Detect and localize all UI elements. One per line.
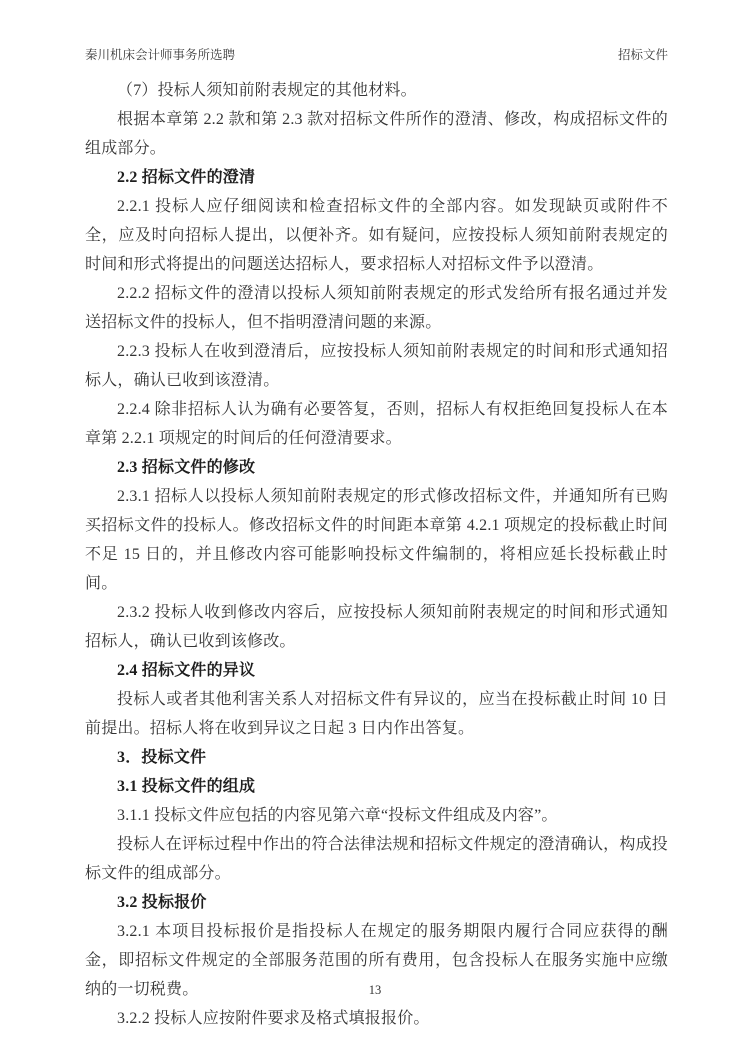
paragraph: 2.2.3 投标人在收到澄清后，应按投标人须知前附表规定的时间和形式通知招标人，确认已收到该澄清。 (85, 343, 668, 389)
paragraph: 投标人在评标过程中作出的符合法律法规和招标文件规定的澄清确认，构成投标文件的组成部分。 (85, 836, 668, 882)
header-right-title: 招标文件 (617, 48, 668, 62)
paragraph: 2.3.1 招标人以投标人须知前附表规定的形式修改招标文件，并通知所有已购买招标文件的投标人。修改招标文件的时间距本章第 4.2.1 项规定的投标截止时间不足 15 日的，并且修改内容可能影响投标文件编制的，将相应延长投标截止时间。 (85, 488, 668, 592)
section-heading: 3.1 投标文件的组成 (117, 778, 256, 795)
paragraph: 投标人或者其他利害关系人对招标文件有异议的，应当在投标截止时间 10 日前提出。招标人将在收到异议之日起 3 日内作出答复。 (85, 691, 668, 737)
section-heading: 3.2 投标报价 (117, 894, 207, 911)
paragraph: 3.2.2 投标人应按附件要求及格式填报报价。 (117, 1010, 430, 1027)
section-heading: 2.2 招标文件的澄清 (117, 169, 256, 186)
paragraph: 根据本章第 2.2 款和第 2.3 款对招标文件所作的澄清、修改，构成招标文件的组成部分。 (85, 111, 668, 157)
document-body (85, 76, 668, 1033)
paragraph: 2.2.2 招标文件的澄清以投标人须知前附表规定的形式发给所有报名通过并发送招标文件的投标人，但不指明澄清问题的来源。 (85, 285, 668, 331)
page-number: 13 (368, 983, 382, 997)
paragraph: 3.2.1 本项目投标报价是指投标人在规定的服务期限内履行合同应获得的酬金，即招标文件规定的全部服务范围的所有费用，包含投标人在服务实施中应缴纳的一切税费。 (85, 923, 668, 998)
section-heading: 3．投标文件 (117, 749, 207, 766)
section-heading: 2.3 招标文件的修改 (117, 459, 256, 476)
section-heading: 2.4 招标文件的异议 (117, 662, 256, 679)
paragraph: 3.1.1 投标文件应包括的内容见第六章“投标文件组成及内容”。 (117, 807, 558, 824)
header-left-title: 秦川机床会计师事务所选聘 (85, 48, 236, 62)
page-footer (0, 983, 750, 998)
paragraph: 2.3.2 投标人收到修改内容后，应按投标人须知前附表规定的时间和形式通知招标人，确认已收到该修改。 (85, 604, 668, 650)
page-header (85, 48, 668, 63)
paragraph: 2.2.4 除非招标人认为确有必要答复，否则，招标人有权拒绝回复投标人在本章第 2.2.1 项规定的时间后的任何澄清要求。 (85, 401, 668, 447)
paragraph: 2.2.1 投标人应仔细阅读和检查招标文件的全部内容。如发现缺页或附件不全，应及时向招标人提出，以便补齐。如有疑问，应按投标人须知前附表规定的时间和形式将提出的问题送达招标人，要求招标人对招标文件予以澄清。 (85, 198, 668, 273)
paragraph: （7）投标人须知前附表规定的其他材料。 (117, 82, 417, 99)
